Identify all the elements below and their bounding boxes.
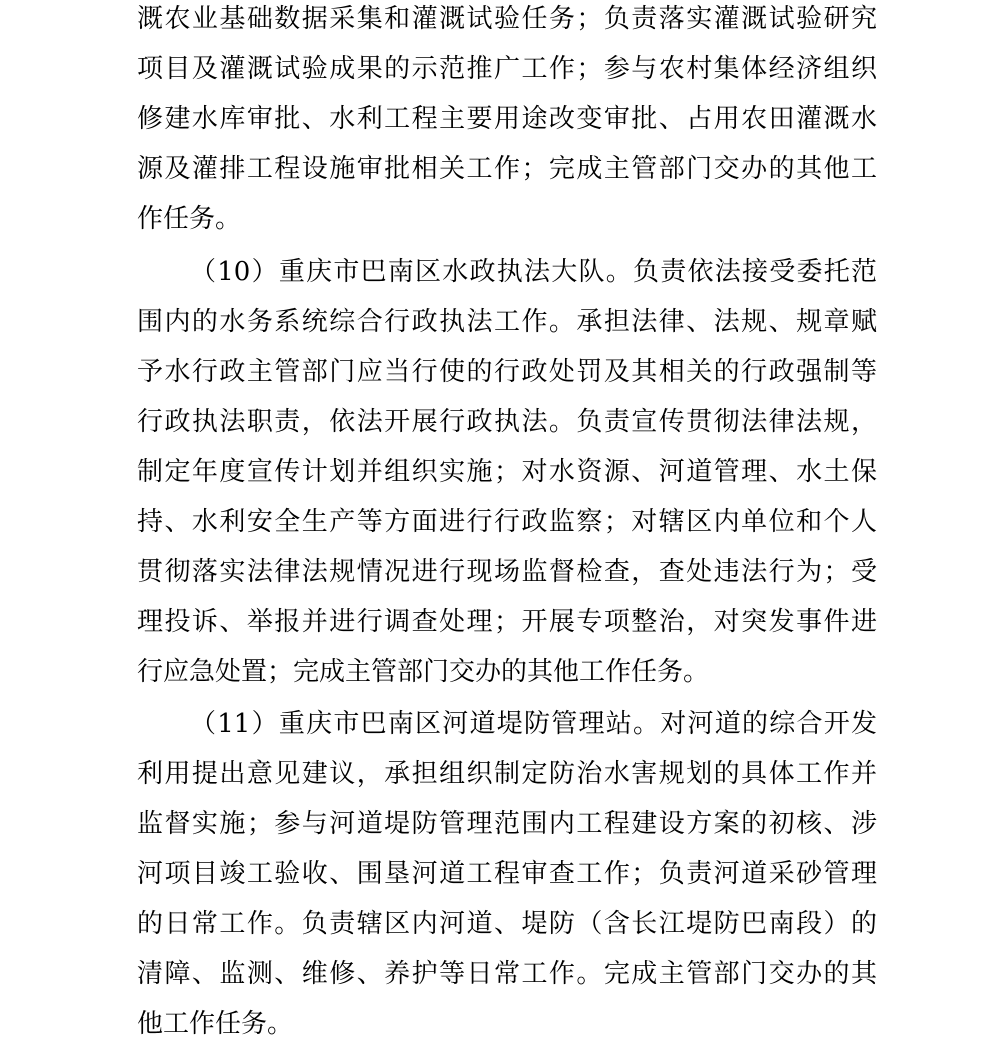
text-line: 源及灌排工程设施审批相关工作；完成主管部门交办的其他工 [137, 154, 877, 184]
text-line: 行应急处置；完成主管部门交办的其他工作任务。 [137, 657, 710, 687]
text-line: 理投诉、举报并进行调查处理；开展专项整治，对突发事件进 [137, 607, 877, 637]
text-line: 清障、监测、维修、养护等日常工作。完成主管部门交办的其 [137, 959, 877, 989]
paragraph-first-line: （10）重庆市巴南区水政执法大队。负责依法接受委托范 [190, 257, 877, 287]
text-line: 制定年度宣传计划并组织实施；对水资源、河道管理、水土保 [137, 457, 877, 487]
text-line: 行政执法职责，依法开展行政执法。负责宣传贯彻法律法规， [137, 407, 877, 437]
text-line: 他工作任务。 [137, 1009, 294, 1039]
text-line: 贯彻落实法律法规情况进行现场监督检查，查处违法行为；受 [137, 557, 877, 587]
text-line: 项目及灌溉试验成果的示范推广工作；参与农村集体经济组织 [137, 54, 877, 84]
text-line: 的日常工作。负责辖区内河道、堤防（含长江堤防巴南段）的 [137, 909, 877, 939]
text-line: 修建水库审批、水利工程主要用途改变审批、占用农田灌溉水 [137, 104, 877, 134]
text-line: 利用提出意见建议，承担组织制定防治水害规划的具体工作并 [137, 759, 877, 789]
text-line: 持、水利安全生产等方面进行行政监察；对辖区内单位和个人 [137, 507, 877, 537]
text-line: 作任务。 [137, 204, 242, 234]
text-line: 溉农业基础数据采集和灌溉试验任务；负责落实灌溉试验研究 [137, 4, 877, 34]
text-line: 予水行政主管部门应当行使的行政处罚及其相关的行政强制等 [137, 357, 877, 387]
paragraph-first-line: （11）重庆市巴南区河道堤防管理站。对河道的综合开发 [190, 709, 877, 739]
text-line: 监督实施；参与河道堤防管理范围内工程建设方案的初核、涉 [137, 809, 877, 839]
text-line: 河项目竣工验收、围垦河道工程审查工作；负责河道采砂管理 [137, 859, 877, 889]
text-line: 围内的水务系统综合行政执法工作。承担法律、法规、规章赋 [137, 307, 877, 337]
